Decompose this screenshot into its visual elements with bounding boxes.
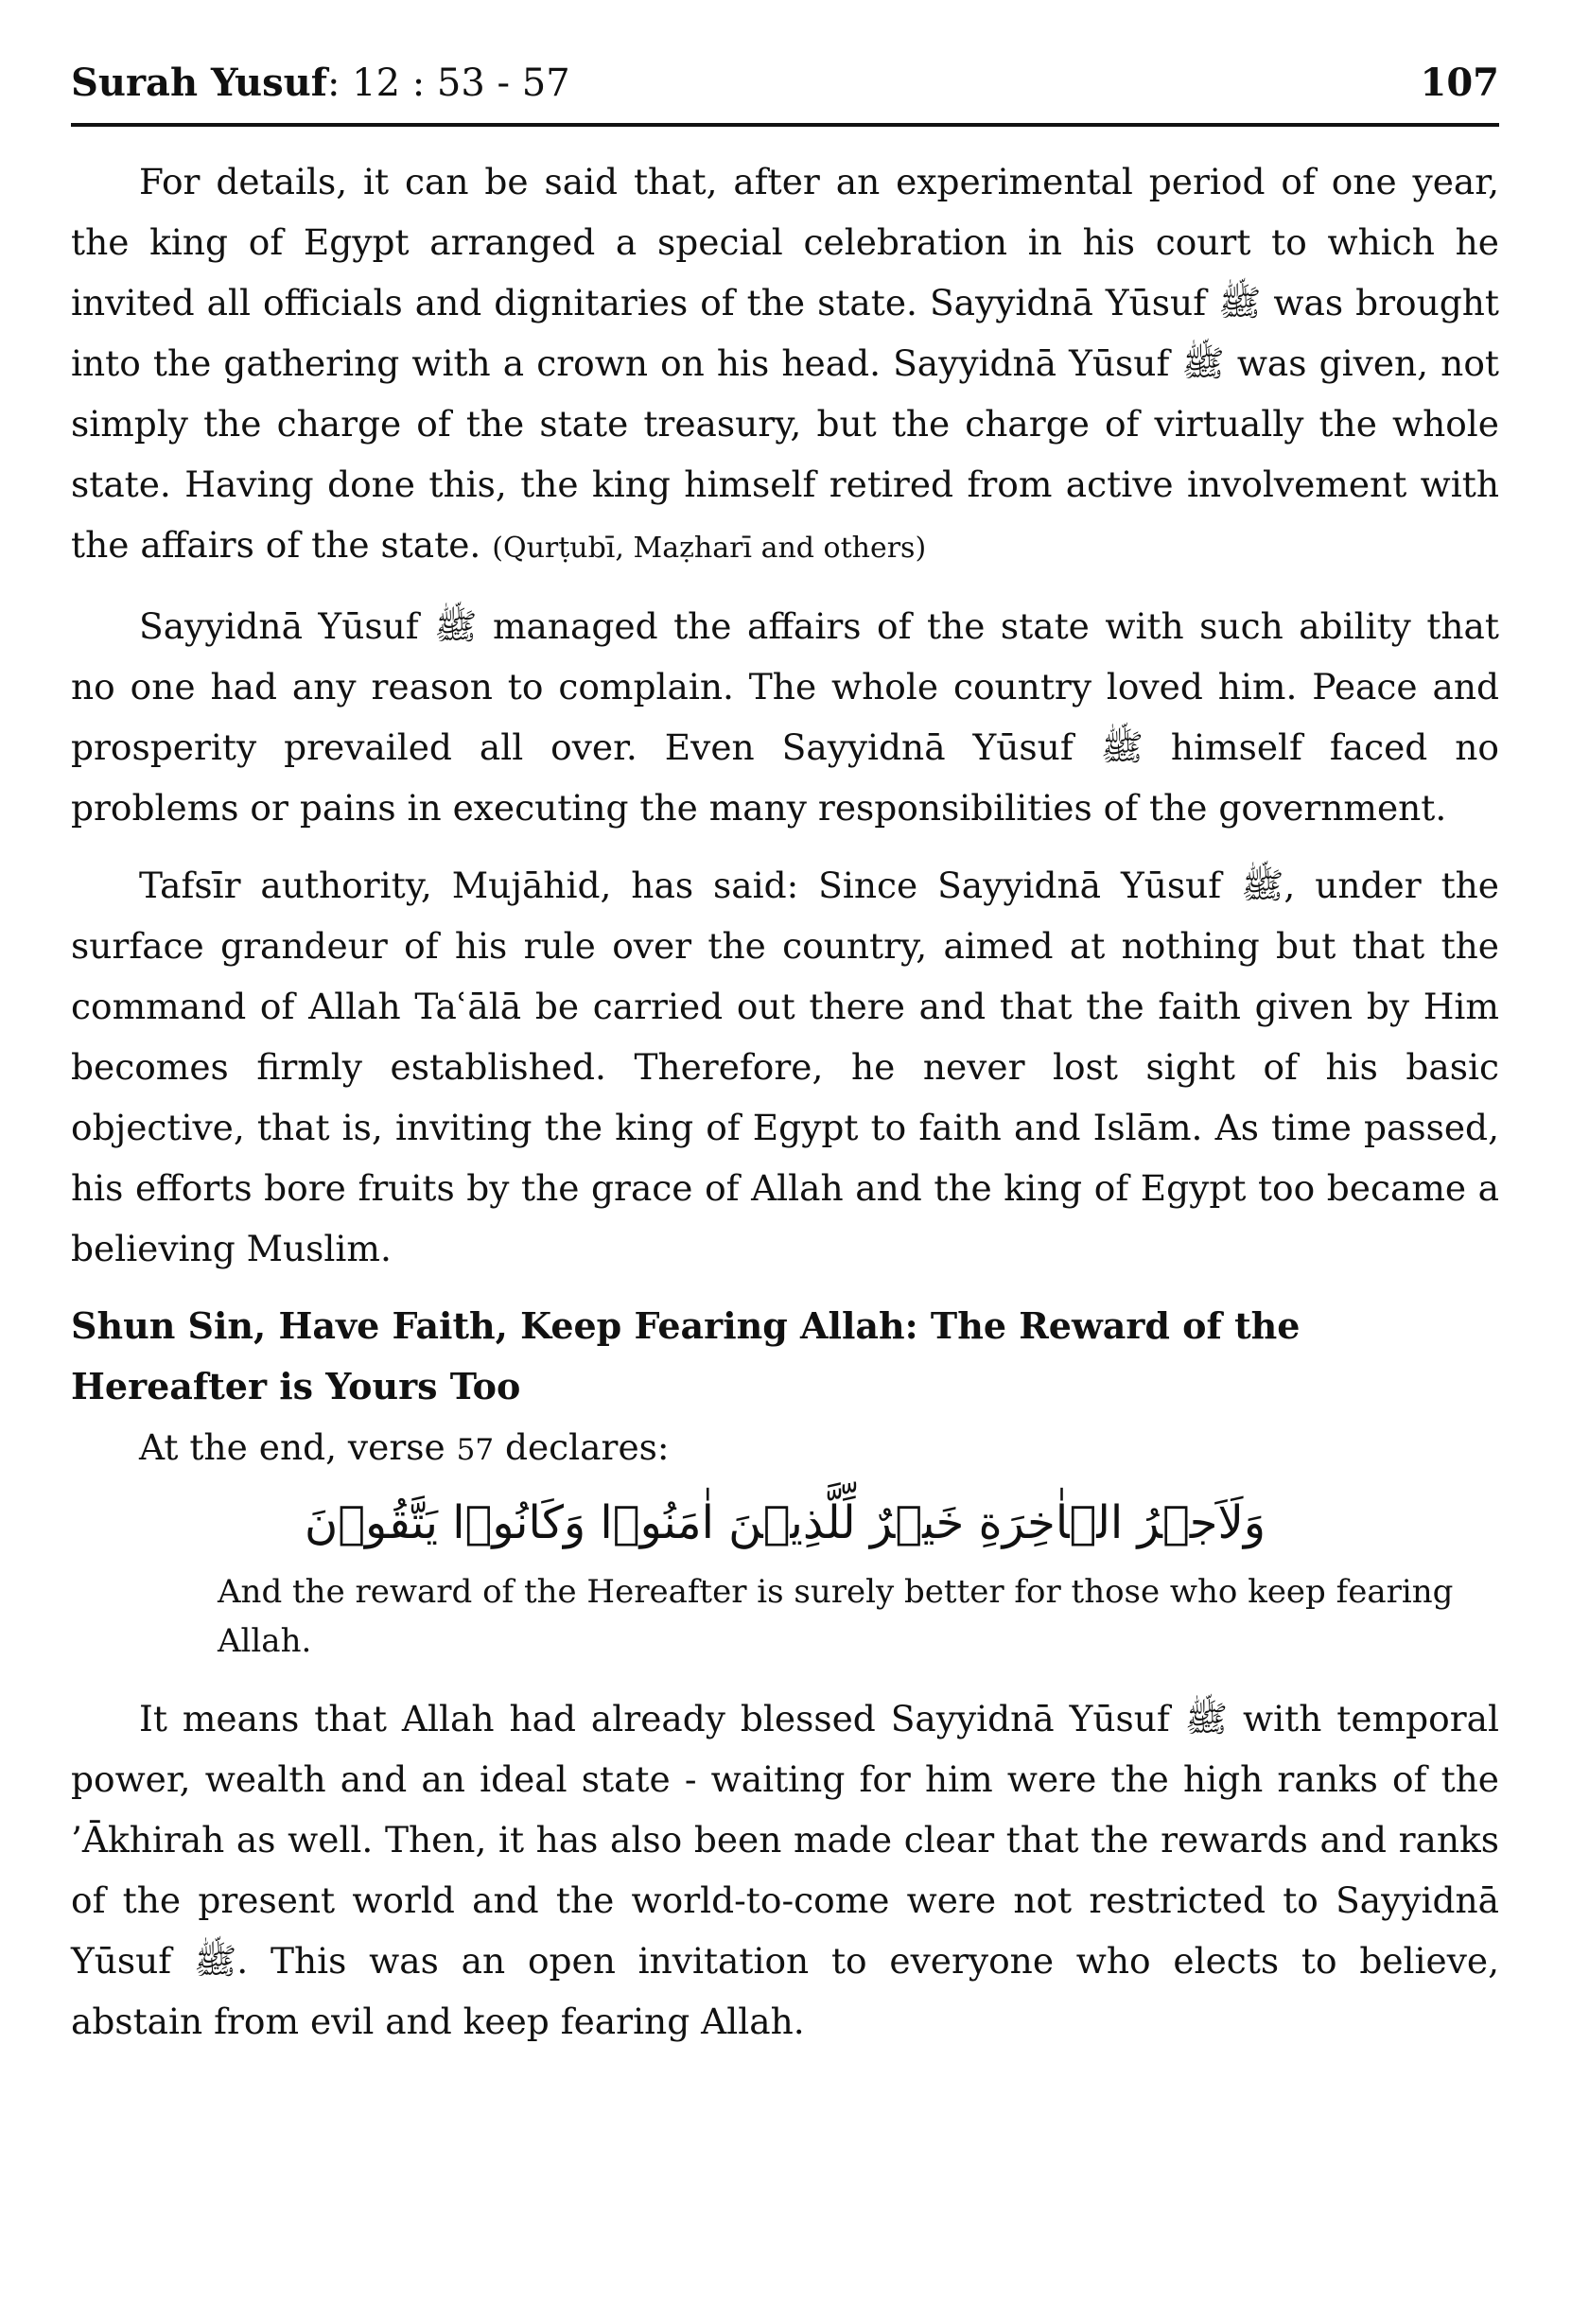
paragraph-4: It means that Allah had already blessed Sayyidnā Yūsuf ﷺ with temporal power, wealth and an ideal state - waiting for him were the high ranks of the ’Ākhirah as well. Then, it has also been made clear that the rewards and ranks of the present world and the world-to-come were not restricted to Sayyidnā Yūsuf ﷺ. This was an open invitation to everyone who elects to believe, abstain from evil and keep fearing Allah.	[71, 1698, 1499, 2042]
section-heading: Shun Sin, Have Faith, Keep Fearing Allah: The Reward of the Hereafter is Yours Too	[71, 1304, 1301, 1407]
paragraph-2: Sayyidnā Yūsuf ﷺ managed the affairs of the state with such ability that no one had any reason to complain. The whole country loved him. Peace and prosperity prevailed all over. Even Sayyidnā Yūsuf ﷺ himself faced no problems or pains in executing the many responsibilities of the government.	[71, 605, 1499, 829]
surah-name: Surah Yusuf	[71, 61, 327, 105]
page-body	[71, 151, 1499, 2069]
verse-number: 57	[456, 1433, 495, 1467]
verse-range: : 12 : 53 - 57	[326, 61, 570, 105]
verse-intro-after: declares:	[504, 1426, 670, 1468]
page-number: 107	[1420, 61, 1499, 105]
running-header	[71, 57, 1499, 114]
verse-intro	[71, 1417, 1499, 1480]
arabic-verse: وَلَاَجۡرُ الۡاٰخِرَةِ خَيۡرٌ لِّلَّذِيۡنَ اٰمَنُوۡا وَكَانُوۡا يَتَّقُوۡنَ	[304, 1496, 1266, 1549]
verse-intro-before: At the end, verse	[139, 1426, 445, 1468]
verse-translation: And the reward of the Hereafter is surely better for those who keep fearing Allah.	[218, 1573, 1454, 1660]
paragraph-1-text: For details, it can be said that, after an experimental period of one year, the king of Egypt arranged a special celebration in his court to which he invited all officials and dignitaries of the state. Sayyidnā Yūsuf ﷺ was brought into the gathering with a crown on his head. Sayyidnā Yūsuf ﷺ was given, not simply the charge of the state treasury, but the charge of virtually the whole state. Having done this, the king himself retired from active involvement with the affairs of the state.	[71, 161, 1499, 566]
citation: (Qurṭubī, Maẓharī and others)	[492, 532, 927, 565]
paragraph-3: Tafsīr authority, Mujāhid, has said: Since Sayyidnā Yūsuf ﷺ, under the surface grandeur of his rule over the country, aimed at nothing but that the command of Allah Taʿālā be carried out there and that the faith given by Him becomes firmly established. Therefore, he never lost sight of his basic objective, that is, inviting the king of Egypt to faith and Islām. As time passed, his efforts bore fruits by the grace of Allah and the king of Egypt too became a believing Muslim.	[71, 865, 1499, 1269]
header-rule	[71, 123, 1499, 127]
surah-title	[71, 61, 570, 105]
paragraph-1	[71, 151, 1499, 579]
